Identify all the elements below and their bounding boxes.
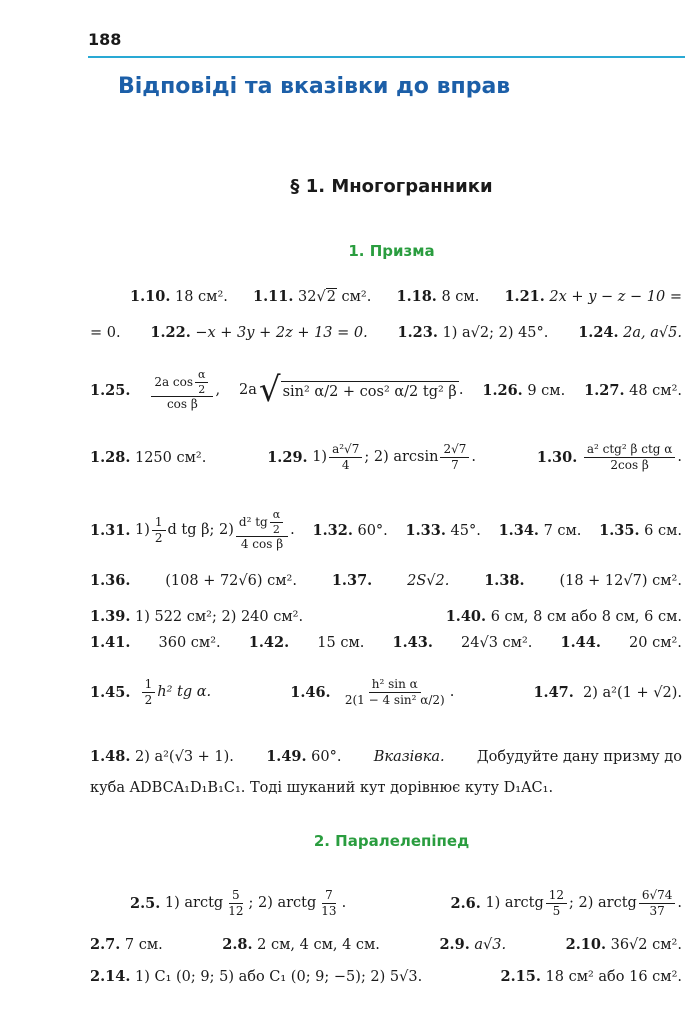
answer-line: 1.31. 1) $\frac{1}{2}$ d tg β; 2) d² tg $\frac{\alpha}{2}$ 4 cos β . 1.32. 60°. 1.33. 45°. 1.34. 7 см. 1.35. 6 см. (90, 507, 682, 552)
exercise-number: 2.10. (565, 936, 606, 953)
fraction: d² tg $\frac{\alpha}{2}$ 4 cos β (236, 508, 288, 553)
sqrt-expression: √2 (316, 289, 336, 305)
answer-text: 7 см. (124, 937, 163, 953)
fraction: $\frac{\text{a²√7}}{4}$ (329, 442, 362, 473)
answer-text: 2) a²(1 + √2). (583, 684, 682, 701)
exercise-number: 1.46. (290, 683, 331, 701)
exercise-number: 1.35. (599, 521, 640, 539)
answer-text: 2 см, 4 см, 4 см. (257, 937, 380, 953)
exercise-number: 1.39. (90, 608, 131, 625)
answer-text: 1) 522 см²; 2) 240 см². (134, 609, 304, 625)
answer-text: 36√2 см². (610, 937, 682, 953)
exercise-number: 1.43. (392, 634, 433, 651)
page-title: Відповіді та вказівки до вправ (118, 74, 511, 99)
fraction: $\frac{\text{h² sin α}}{\text{2(1 − 4 sin² α/2)}}$ (344, 676, 445, 707)
answer-text: 8 см. (441, 289, 480, 305)
answer-text: 24√3 см². (461, 634, 533, 651)
answer-line: 2.5. 1) arctg $\frac{5}{12}$ ; 2) arctg $\frac{7}{13}$ . 2.6. 1) arctg $\frac{12}{5}$ ; 2) arctg $\frac{6√74}{37}$ . (130, 887, 682, 918)
answer-text: 60°. (311, 749, 342, 765)
fraction: $\frac{2√7}{7}$ (440, 442, 469, 473)
answer-text: 7 см. (543, 522, 582, 539)
exercise-number: 1.38. (484, 572, 525, 589)
answer-text: 20 см². (629, 634, 682, 651)
chapter-title: § 1. Многогранники (290, 176, 493, 197)
answer-line: 1.45. $\frac{1}{2}$ h² tg α. 1.46. $\frac{\text{h² sin α}}{\text{2(1 − 4 sin² α/2)}}$ . 1.47. 2) a²(1 + √2). (90, 676, 682, 707)
answer-text: 60°. (357, 522, 388, 539)
answer-line: 1.28. 1250 см². 1.29. 1) $\frac{\text{a²√7}}{4}$ ; 2) arcsin $\frac{2√7}{7}$ . 1.30. $\frac{\text{a² ctg² β ctg α}}{\text{2cos β}}$ . (90, 441, 682, 472)
hint-label: Вказівка. (373, 748, 445, 765)
exercise-number: 1.44. (560, 634, 601, 651)
fraction: $\frac{1}{2}$ (142, 677, 156, 708)
exercise-number: 2.8. (222, 936, 253, 953)
section-title-prism: 1. Призма (348, 242, 435, 260)
exercise-number: 1.11. (253, 288, 294, 305)
answer-text: 9 см. (527, 382, 566, 399)
page-number: 188 (88, 30, 122, 49)
answer-line (90, 748, 682, 765)
answer-line: 1.25. 2a cos $\frac{\alpha}{2}$ cos β , 2a √ sin² α/2 + cos² α/2 tg² β . 1.26. 9 см. 1.27. 48 см². (90, 367, 682, 412)
exercise-number: 1.48. (90, 748, 131, 765)
answer-text: 360 см². (158, 634, 221, 651)
answer-line (90, 324, 682, 341)
answer-line (90, 936, 682, 953)
fraction: $\frac{1}{2}$ (152, 515, 166, 546)
fraction: $\frac{5}{12}$ (228, 887, 244, 918)
answer-text: 2x + y − z − 10 = (549, 289, 682, 305)
answer-line (90, 634, 682, 651)
exercise-number: 2.6. (450, 894, 481, 912)
exercise-number: 1.29. (267, 448, 308, 466)
top-rule (88, 56, 685, 58)
exercise-number: 1.25. (90, 381, 131, 399)
answer-text: a√3. (474, 937, 507, 953)
exercise-number: 1.18. (396, 288, 437, 305)
exercise-number: 1.26. (482, 381, 523, 399)
answer-text: 2S√2. (407, 572, 450, 589)
answer-line (130, 288, 682, 305)
exercise-number: 1.37. (331, 572, 373, 589)
exercise-number: 1.45. (90, 683, 131, 701)
exercise-number: 1.33. (405, 521, 446, 539)
exercise-number: 1.28. (90, 448, 131, 466)
answer-text: 18 см² або 16 см². (545, 969, 682, 985)
exercise-number: 2.5. (130, 894, 161, 912)
answer-text: 32 (297, 289, 317, 305)
exercise-number: 1.24. (578, 324, 619, 341)
exercise-number: 1.41. (90, 634, 131, 651)
exercise-number: 1.21. (504, 288, 545, 305)
answer-text: 2a, a√5. (623, 325, 682, 341)
exercise-number: 1.32. (312, 521, 353, 539)
exercise-number: 2.9. (439, 936, 470, 953)
answer-text: 1) C₁ (0; 9; 5) або C₁ (0; 9; −5); 2) 5√3. (134, 969, 423, 985)
answer-text: 15 см. (317, 634, 365, 651)
exercise-number: 2.15. (500, 968, 541, 985)
answer-text: −x + 3y + 2z + 13 = 0. (195, 325, 368, 341)
answer-text: см². (341, 289, 372, 305)
exercise-number: 1.47. (533, 683, 574, 701)
exercise-number: 1.10. (130, 288, 171, 305)
exercise-number: 1.42. (248, 634, 290, 651)
answer-text: (108 + 72√6) см². (165, 572, 297, 589)
answer-line (90, 608, 682, 625)
section-title-parallelepiped: 2. Паралелепіпед (313, 832, 470, 850)
sqrt-expression: 2a √ sin² α/2 + cos² α/2 tg² β . (239, 370, 464, 410)
exercise-number: 1.31. (90, 521, 131, 539)
fraction: 2a cos $\frac{\alpha}{2}$ cos β (151, 368, 213, 413)
exercise-number: 1.49. (266, 748, 307, 765)
answer-text: 1) a√2; 2) 45°. (442, 325, 549, 341)
exercise-number: 1.36. (90, 572, 131, 589)
fraction: $\frac{6√74}{37}$ (639, 888, 676, 919)
hint-text: куба ADBCA₁D₁B₁C₁. Тоді шуканий кут дорівнює куту D₁AC₁. (90, 780, 554, 796)
answer-text: 1250 см². (134, 449, 207, 466)
fraction: $\frac{12}{5}$ (546, 888, 567, 919)
exercise-number: 2.14. (90, 968, 131, 985)
answer-line (90, 968, 682, 985)
exercise-number: 2.7. (90, 936, 121, 953)
exercise-number: 1.27. (584, 381, 625, 399)
exercise-number: 1.30. (536, 448, 578, 466)
answer-text: 6 см, 8 см або 8 см, 6 см. (490, 609, 682, 625)
exercise-number: 1.23. (397, 324, 438, 341)
answer-text: (18 + 12√7) см². (559, 572, 682, 589)
answer-text: 6 см. (644, 522, 682, 539)
answer-text: 18 см². (174, 289, 228, 305)
answer-text: 45°. (450, 522, 481, 539)
answer-line (90, 780, 682, 796)
fraction: $\frac{7}{13}$ (321, 887, 337, 918)
answer-text: 48 см². (629, 382, 682, 399)
answer-line (90, 572, 682, 589)
fraction: $\frac{\text{a² ctg² β ctg α}}{\text{2cos β}}$ (584, 442, 676, 473)
answer-text: = 0. (90, 324, 121, 341)
exercise-number: 1.34. (498, 521, 539, 539)
exercise-number: 1.22. (150, 324, 191, 341)
exercise-number: 1.40. (445, 608, 487, 625)
answer-text: 2) a²(√3 + 1). (134, 749, 234, 765)
hint-text: Добудуйте дану призму до (476, 748, 682, 765)
